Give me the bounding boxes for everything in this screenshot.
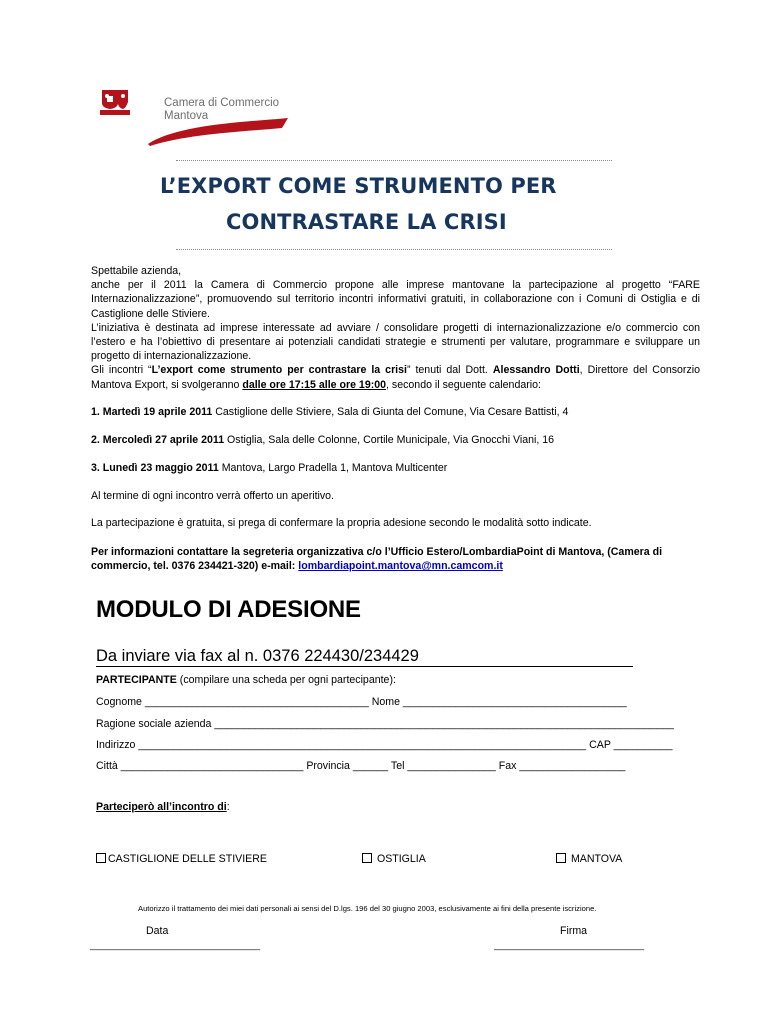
title-bottom-divider [176,249,612,250]
participant-heading [96,674,396,686]
contact-info [91,545,671,573]
meetings-text-c: ” tenuti dal Dott. [406,364,493,377]
company-name-field[interactable]: Ragione sociale azienda ______________________________________________________________________________ [96,718,674,730]
event-1-place: Castiglione delle Stiviere, Sala di Giunta del Comune, Via Cesare Battisti, 4 [212,406,569,418]
form-title: MODULO DI ADESIONE [96,596,361,623]
event-2-place: Ostiglia, Sala delle Colonne, Cortile Municipale, Via Gnocchi Viani, 16 [224,434,555,446]
free-participation-note: La partecipazione è gratuita, si prega di confermare la propria adesione secondo le modalità sotto indicate. [91,517,592,529]
fax-underline [96,666,633,667]
option-ostiglia[interactable] [362,853,426,865]
event-2-date: 2. Mercoledì 27 aprile 2011 [91,434,225,446]
meetings-text-e: , Direttore del Consorzio Mantova Export, si svolgeranno [91,364,700,391]
title-line2: CONTRASTARE LA CRISI [226,210,507,234]
option-mantova[interactable] [556,853,622,865]
org-name-line1: Camera di Commercio [164,97,280,109]
signature-label: Firma [560,925,588,937]
option-castiglione-label: CASTIGLIONE DELLE STIVIERE [108,853,267,865]
meeting-choice-label: Parteciperò all’incontro di [96,801,227,813]
paragraph-project: anche per il 2011 la Camera di Commercio propone alle imprese mantovane la partecipazione al progetto “FARE Internazionalizzazione”, promuovendo sul territorio incontri informativi gratuiti, in collaborazione con i Comuni di Ostiglia e di Castiglione delle Stiviere. [91,279,700,320]
event-item-2 [91,433,554,447]
signature-field[interactable]: ______________________________ [494,940,645,950]
event-3-date: 3. Lunedì 23 maggio 2011 [91,462,219,474]
surname-name-fields[interactable]: Cognome ______________________________________ Nome ______________________________________ [96,696,627,708]
event-1-date: 1. Martedì 19 aprile 2011 [91,406,213,418]
option-ostiglia-label: OSTIGLIA [376,853,426,865]
org-name-line2: Mantova [164,110,209,122]
participant-note: (compilare una scheda per ogni partecipante): [176,674,396,686]
title-top-divider [176,160,612,161]
date-label: Data [146,925,169,937]
contact-info-text: Per informazioni contattare la segreteria organizzativa c/o l’Ufficio Estero/LombardiaPoint di Mantova, (Camera di commercio, tel. 0376 234421-320) e-mail: [91,546,663,573]
title-line1: L’EXPORT COME STRUMENTO PER [160,174,557,198]
aperitivo-note: Al termine di ogni incontro verrà offerto un aperitivo. [91,490,334,502]
org-name [164,97,279,123]
checkbox-icon[interactable] [362,853,372,863]
paragraph-initiative: L’iniziativa è destinata ad imprese interessate ad avviare / consolidare progetti di internazionalizzazione e/o commercio con l’estero e ha l’obiettivo di presentare ai potenziali candidati strategie e strumenti per valutare, programmare e sviluppare un progetto di internazionalizzazione. [91,321,700,363]
option-mantova-label: MANTOVA [570,853,623,865]
fax-instruction: Da inviare via fax al n. 0376 224430/234429 [96,647,419,665]
city-province-phone-fax-fields[interactable]: Città _______________________________ Provincia ______ Tel _______________ Fax __________________ [96,760,626,772]
meetings-time: dalle ore 17:15 alle ore 19:00 [242,378,387,391]
option-castiglione[interactable] [96,853,267,865]
speaker-name: Alessandro Dotti [492,364,580,377]
meeting-choice-heading [96,801,230,813]
greeting: Spettabile azienda, [91,265,182,277]
meeting-choice-colon: : [226,801,230,813]
meetings-text-g: , secondo il seguente calendario: [386,378,541,391]
contact-email-link[interactable]: lombardiapoint.mantova@mn.camcom.it [298,560,503,573]
checkbox-icon[interactable] [556,853,566,863]
privacy-consent: Autorizzo il trattamento dei miei dati personali ai sensi del D.lgs. 196 del 30 giugno 2003, esclusivamente ai fini della presente iscrizione. [138,904,597,913]
meetings-title: L’export come strumento per contrastare la crisi [151,364,407,377]
meetings-text-a: Gli incontri “ [91,364,152,377]
event-item-1 [91,405,568,419]
event-item-3 [91,461,447,475]
address-cap-fields[interactable]: Indirizzo ____________________________________________________________________________ CAP __________ [96,739,673,751]
date-field[interactable]: __________________________________ [90,940,261,950]
letter-body [91,264,700,392]
participant-label: PARTECIPANTE [96,674,177,686]
paragraph-meetings [91,363,700,391]
checkbox-icon[interactable] [96,853,106,863]
event-3-place: Mantova, Largo Pradella 1, Mantova Multicenter [218,462,448,474]
